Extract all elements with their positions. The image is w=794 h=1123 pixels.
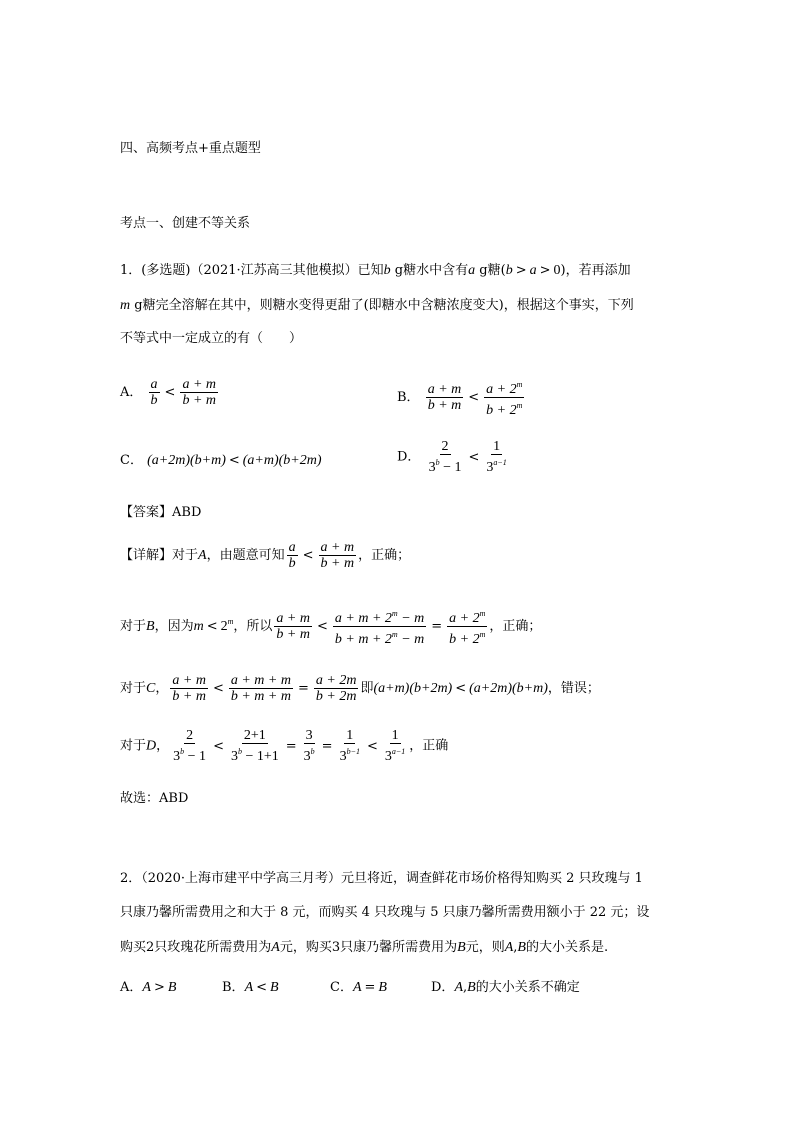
q1-detail-c: 对于C， $\frac{a + m}{b + m}$ < $\frac{a + m + m}{b + m + m}$ = $\frac{a + 2m}{b + 2m}$ 即(a+m)(b+2m) < (a+2m)(b+m)，错误； [120,673,600,704]
q1-option-d[interactable]: D． $\frac{2}{3^b - 1}$ < $\frac{1}{3^{a-1}}$ [397,439,507,475]
q2-option-a[interactable]: A．A > B [120,980,177,995]
q1-option-a[interactable]: A． $\frac{a}{b}$ < $\frac{a + m}{b + m}$ [120,377,216,408]
q1-answer: 【答案】ABD [120,505,202,520]
q1-option-c[interactable]: C． (a+2m)(b+m) < (a+m)(b+2m) [120,453,322,468]
q1-stem-line1: 1．(多选题)（2021·江苏高三其他模拟）已知b g糖水中含有a g糖(b > a > 0)，若再添加 [120,263,631,278]
q1-detail-a: 【详解】对于A，由题意可知 $\frac{a}{b}$ < $\frac{a + m}{b + m}$ ，正确； [120,540,411,571]
q2-stem-line1: 2．（2020·上海市建平中学高三月考）元旦将近，调查鲜花市场价格得知购买 2 只玫瑰与 1 [120,871,643,886]
section-heading: 四、高频考点+重点题型 [120,141,261,156]
q1-detail-d: 对于D， $\frac{2}{3^b - 1}$ < $\frac{2+1}{3^b - 1+1}$ = $\frac{3}{3^b}$ = $\frac{1}{3^{b-1}}$ < $\frac{1}{3^{a-1}}$ ，正确 [120,728,449,764]
q1-stem-line2: m g糖完全溶解在其中，则糖水变得更甜了(即糖水中含糖浓度变大)，根据这个事实，下列 [120,298,634,313]
topic-heading: 考点一、创建不等关系 [120,216,251,231]
q2-stem-line3: 购买2只玫瑰花所需费用为A元，购买3只康乃馨所需费用为B元，则A,B的大小关系是. [120,940,609,955]
q2-option-b[interactable]: B．A < B [222,980,279,995]
q2-option-d[interactable]: D．A,B的大小关系不确定 [431,980,580,995]
q2-stem-line2: 只康乃馨所需费用之和大于 8 元，而购买 4 只玫瑰与 5 只康乃馨所需费用额小于 22 元；设 [120,905,650,920]
q1-detail-b: 对于B，因为$m < 2^m$，所以 $\frac{a + m}{b + m}$ < $\frac{a + m + 2^m - m}{b + m + 2^m - m}$ = $\frac{a + 2^m}{b + 2^m}$ ，正确； [120,606,541,647]
q1-stem-line3: 不等式中一定成立的有（ ） [120,331,303,346]
q1-conclusion: 故选：ABD [120,791,189,806]
q1-option-b[interactable]: B． $\frac{a + m}{b + m}$ < $\frac{a + 2^m}{b + 2^m}$ [397,377,526,418]
q2-option-c[interactable]: C．A = B [330,980,387,995]
